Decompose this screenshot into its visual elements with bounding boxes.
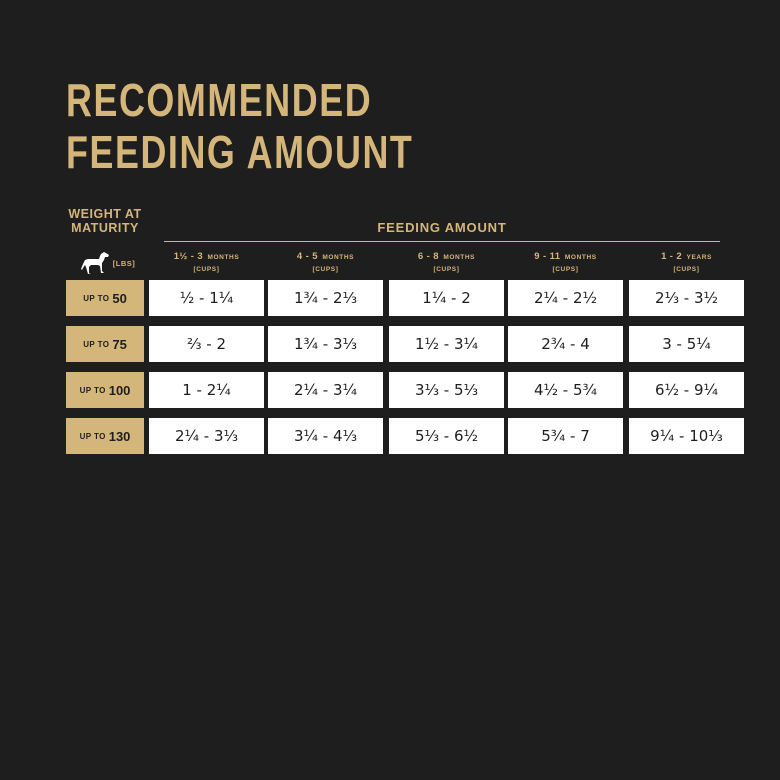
feeding-amount-cell: 1½ - 3¼: [389, 326, 504, 362]
column-period: MONTHS: [564, 254, 597, 261]
weight-unit-cell: [66, 250, 148, 276]
feeding-amount-cell: 1¾ - 2⅓: [268, 280, 383, 316]
column-age-range: 1½ - 3: [173, 251, 204, 262]
feeding-amount-cell: 2¼ - 2½: [508, 280, 623, 316]
feeding-amount-cell: 5¾ - 7: [508, 418, 623, 454]
feeding-amount-cell: 1 - 2¼: [149, 372, 264, 408]
title-line-1: RECOMMENDED: [66, 74, 373, 126]
page-title: [66, 74, 413, 178]
dog-icon: [79, 251, 111, 275]
column-unit: [CUPS]: [193, 266, 220, 273]
feeding-amount-header: FEEDING AMOUNT: [377, 220, 507, 235]
feeding-amount-cell: 6½ - 9¼: [629, 372, 744, 408]
weight-row-label: [66, 280, 144, 316]
column-unit: [CUPS]: [673, 266, 700, 273]
weight-value: 75: [112, 336, 127, 352]
feeding-amount-cell: ½ - 1¼: [149, 280, 264, 316]
column-unit: [CUPS]: [312, 266, 339, 273]
column-header: [389, 249, 504, 276]
weight-prefix: UP TO: [79, 431, 106, 441]
feeding-amount-cell: 2¼ - 3⅓: [149, 418, 264, 454]
column-age-range: 1 - 2: [661, 251, 683, 262]
column-header: [149, 249, 264, 276]
column-age-range: 4 - 5: [296, 251, 318, 262]
feeding-amount-cell: 3¼ - 4⅓: [268, 418, 383, 454]
column-unit: [CUPS]: [552, 266, 579, 273]
feeding-amount-cell: 5⅓ - 6½: [389, 418, 504, 454]
feeding-amount-cell: 1¼ - 2: [389, 280, 504, 316]
feeding-amount-cell: 2⅓ - 3½: [629, 280, 744, 316]
weight-value: 50: [112, 290, 127, 306]
column-unit: [CUPS]: [433, 266, 460, 273]
column-header: [629, 249, 744, 276]
weight-prefix: UP TO: [83, 293, 110, 303]
feeding-amount-cell: 3 - 5¼: [629, 326, 744, 362]
column-header: [508, 249, 623, 276]
feeding-amount-cell: ⅔ - 2: [149, 326, 264, 362]
column-period: MONTHS: [443, 254, 476, 261]
weight-row-label: [66, 418, 144, 454]
column-header: [268, 249, 383, 276]
column-period: MONTHS: [322, 254, 355, 261]
weight-header-line-2: MATURITY: [71, 221, 139, 235]
weight-prefix: UP TO: [83, 339, 110, 349]
feeding-amount-cell: 1¾ - 3⅓: [268, 326, 383, 362]
title-line-2: FEEDING AMOUNT: [66, 126, 414, 178]
feeding-amount-cell: 9¼ - 10⅓: [629, 418, 744, 454]
column-period: YEARS: [686, 254, 712, 261]
weight-row-label: [66, 326, 144, 362]
weight-prefix: UP TO: [79, 385, 106, 395]
weight-header-line-1: WEIGHT AT: [68, 207, 142, 221]
weight-header: [66, 207, 144, 235]
column-age-range: 6 - 8: [417, 251, 439, 262]
column-period: MONTHS: [207, 254, 240, 261]
weight-unit-label: [LBS]: [112, 258, 136, 268]
feeding-header-divider: [164, 241, 720, 242]
feeding-amount-cell: 4½ - 5¾: [508, 372, 623, 408]
feeding-amount-cell: 2¼ - 3¼: [268, 372, 383, 408]
weight-value: 100: [108, 382, 131, 398]
weight-row-label: [66, 372, 144, 408]
weight-value: 130: [108, 428, 131, 444]
column-age-range: 9 - 11: [534, 251, 561, 262]
feeding-amount-cell: 3⅓ - 5⅓: [389, 372, 504, 408]
feeding-amount-cell: 2¾ - 4: [508, 326, 623, 362]
